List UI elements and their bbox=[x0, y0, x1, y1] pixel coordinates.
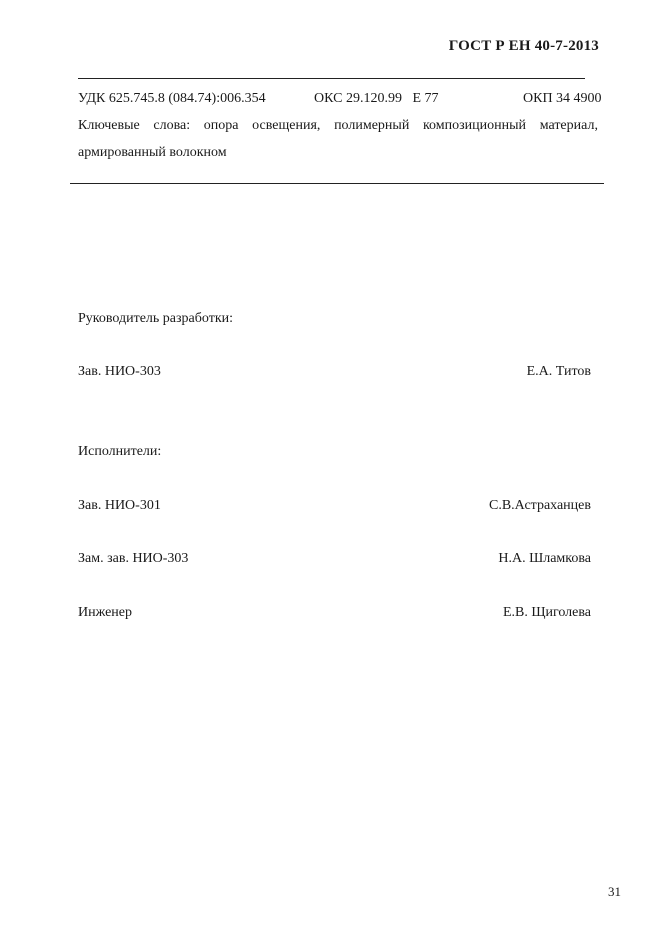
top-divider bbox=[78, 78, 585, 79]
udk-code: УДК 625.745.8 (084.74):006.354 bbox=[78, 91, 266, 106]
keyword-word: материал, bbox=[539, 118, 598, 133]
leader-heading: Руководитель разработки: bbox=[78, 311, 234, 326]
executor-name: Е.В. Щиголева bbox=[502, 605, 591, 620]
keyword-word: композиционный bbox=[422, 118, 527, 133]
leader-name: Е.А. Титов bbox=[526, 364, 591, 379]
keyword-word: освещения, bbox=[252, 118, 321, 133]
keyword-word: Ключевые bbox=[78, 118, 140, 133]
leader-position: Зав. НИО-303 bbox=[78, 364, 161, 379]
okp-code: ОКП 34 4900 bbox=[523, 91, 602, 106]
bottom-divider bbox=[70, 183, 604, 184]
keyword-word: опора bbox=[203, 118, 239, 133]
executor-name: Н.А. Шламкова bbox=[498, 551, 591, 566]
keyword-word: полимерный bbox=[334, 118, 410, 133]
document-code: ГОСТ Р ЕН 40-7-2013 bbox=[448, 38, 599, 54]
keywords-line-2: армированный волокном bbox=[78, 145, 227, 160]
executors-heading: Исполнители: bbox=[78, 444, 162, 459]
oks-code: ОКС 29.120.99 Е 77 bbox=[314, 91, 439, 106]
page-number: 31 bbox=[608, 884, 621, 899]
keyword-word: слова: bbox=[153, 118, 191, 133]
keywords-line-1 bbox=[78, 118, 598, 134]
executor-position: Зам. зав. НИО-303 bbox=[78, 551, 189, 566]
executor-position: Инженер bbox=[78, 605, 133, 620]
executor-name: С.В.Астраханцев bbox=[489, 498, 591, 513]
executor-position: Зав. НИО-301 bbox=[78, 498, 161, 513]
